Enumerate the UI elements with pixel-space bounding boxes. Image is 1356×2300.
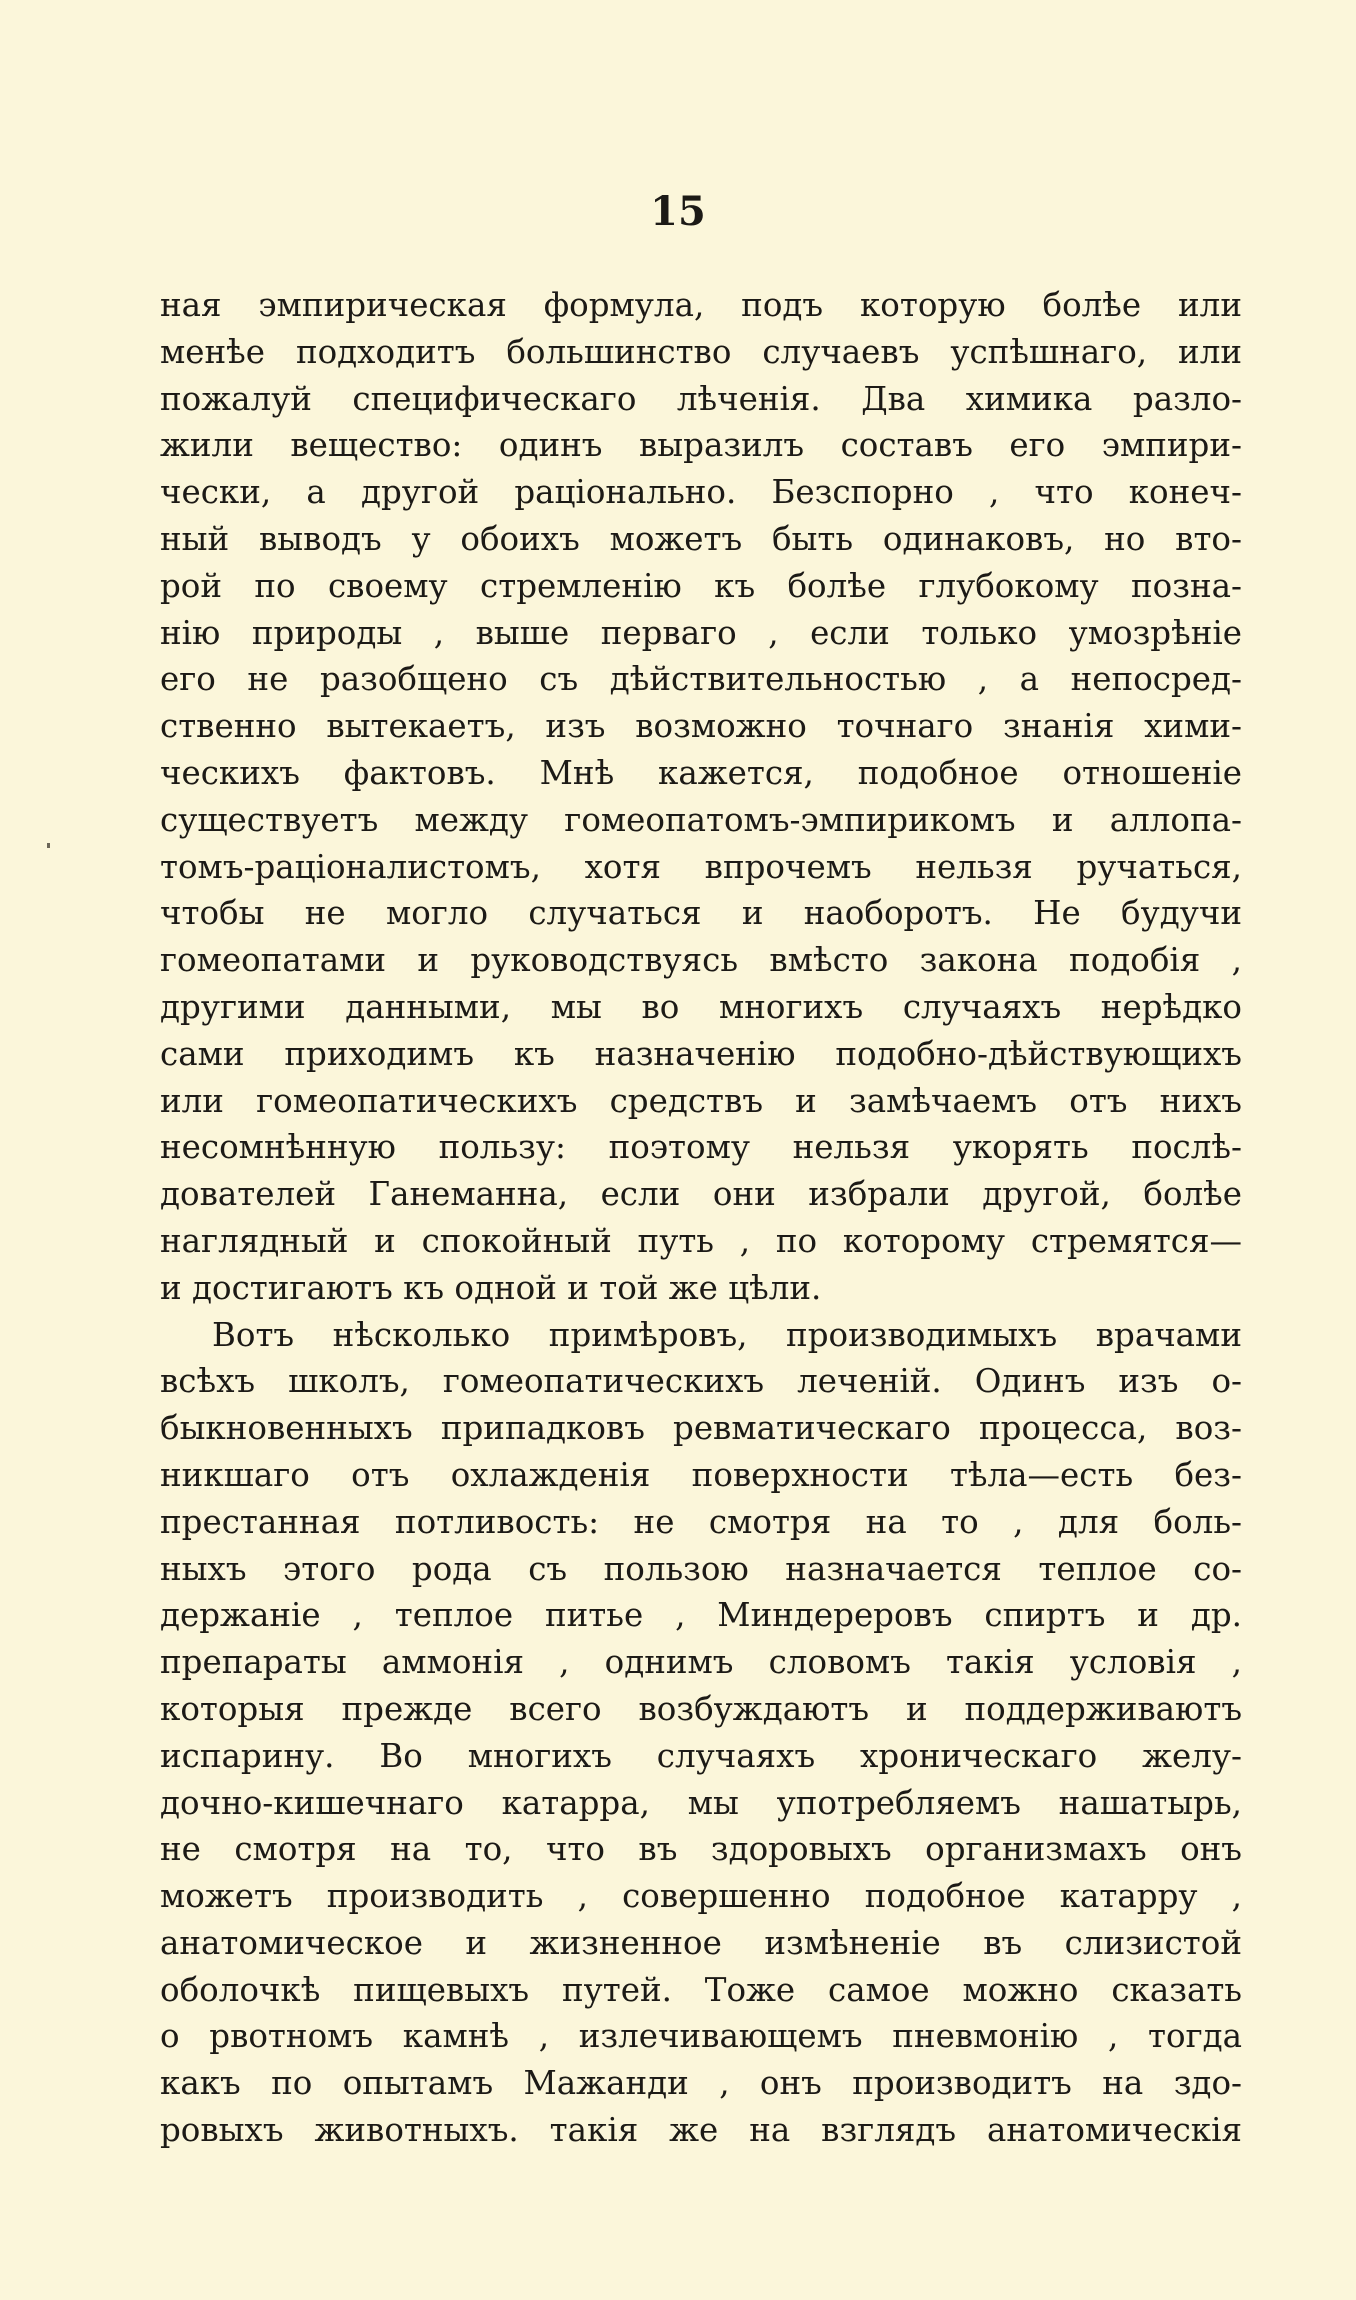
text-line: ческихъ фактовъ. Мнѣ кажется, подобное отношеніе [160,753,1242,792]
text-line: жили вещество: одинъ выразилъ составъ его эмпири- [160,426,1242,465]
text-line: или гомеопатическихъ средствъ и замѣчаемъ отъ нихъ [160,1081,1242,1120]
text-line: не смотря на то, что въ здоровыхъ организмахъ онъ [160,1830,1242,1869]
text-line: рой по своему стремленію къ болѣе глубокому позна- [160,566,1242,605]
text-line: держаніе , теплое питье , Миндереровъ спиртъ и др. [160,1596,1242,1635]
text-line: нію природы , выше перваго , если только умозрѣніе [160,613,1242,652]
text-line: чески, а другой раціонально. Безспорно , что конеч- [160,473,1242,512]
text-line: быкновенныхъ припадковъ ревматическаго процесса, воз- [160,1409,1242,1448]
text-line: можетъ производить , совершенно подобное катарру , [160,1877,1242,1916]
margin-speck [47,843,50,848]
text-line: которыя прежде всего возбуждаютъ и поддерживаютъ [160,1689,1242,1728]
text-line: томъ-раціоналистомъ, хотя впрочемъ нельзя ручаться, [160,847,1242,886]
text-line: существуетъ между гомеопатомъ-эмпирикомъ и аллопа- [160,800,1242,839]
text-line: несомнѣнную пользу: поэтому нельзя укорять послѣ- [160,1128,1242,1167]
text-line: другими данными, мы во многихъ случаяхъ нерѣдко [160,987,1242,1026]
text-line: ный выводъ у обоихъ можетъ быть одинаковъ, но вто- [160,519,1242,558]
text-line: Вотъ нѣсколько примѣровъ, производимыхъ врачами [212,1315,1242,1354]
text-line: пожалуй специфическаго лѣченія. Два химика разло- [160,379,1242,418]
text-line: какъ по опытамъ Мажанди , онъ производитъ на здо- [160,2064,1242,2103]
text-line: чтобы не могло случаться и наоборотъ. Не будучи [160,894,1242,933]
body-text [160,282,1242,2154]
page-number: 15 [650,188,706,235]
text-line: дователей Ганеманна, если они избрали другой, болѣе [160,1175,1242,1214]
text-line: его не разобщено съ дѣйствительностью , а непосред- [160,660,1242,699]
text-line: престанная потливость: не смотря на то , для боль- [160,1502,1242,1541]
text-line: ровыхъ животныхъ. такія же на взглядъ анатомическія [160,2111,1242,2150]
text-line: ныхъ этого рода съ пользою назначается теплое со- [160,1549,1242,1588]
text-line: гомеопатами и руководствуясь вмѣсто закона подобія , [160,941,1242,980]
text-line: и достигаютъ къ одной и той же цѣли. [160,1268,822,1307]
text-line: дочно-кишечнаго катарра, мы употребляемъ нашатырь, [160,1783,1242,1822]
text-line: менѣе подходитъ большинство случаевъ успѣшнаго, или [160,332,1242,371]
text-line: сами приходимъ къ назначенію подобно-дѣйствующихъ [160,1034,1242,1073]
text-line: анатомическое и жизненное измѣненіе въ слизистой [160,1923,1242,1962]
text-line: испарину. Во многихъ случаяхъ хроническаго желу- [160,1736,1242,1775]
text-line: ная эмпирическая формула, подъ которую болѣе или [160,286,1242,324]
text-line: всѣхъ школъ, гомеопатическихъ леченій. Одинъ изъ о- [160,1362,1242,1401]
paragraph-1 [160,282,1242,1312]
text-line: препараты аммонія , однимъ словомъ такія условія , [160,1643,1242,1682]
text-line: о рвотномъ камнѣ , излечивающемъ пневмонію , тогда [160,2017,1242,2056]
text-line: оболочкѣ пищевыхъ путей. Тоже самое можно сказать [160,1970,1242,2009]
text-line: наглядный и спокойный путь , по которому стремятся— [160,1221,1242,1260]
paragraph-2 [160,1312,1242,2154]
text-line: никшаго отъ охлажденія поверхности тѣла—есть без- [160,1455,1242,1494]
text-line: ственно вытекаетъ, изъ возможно точнаго знанія хими- [160,707,1242,746]
